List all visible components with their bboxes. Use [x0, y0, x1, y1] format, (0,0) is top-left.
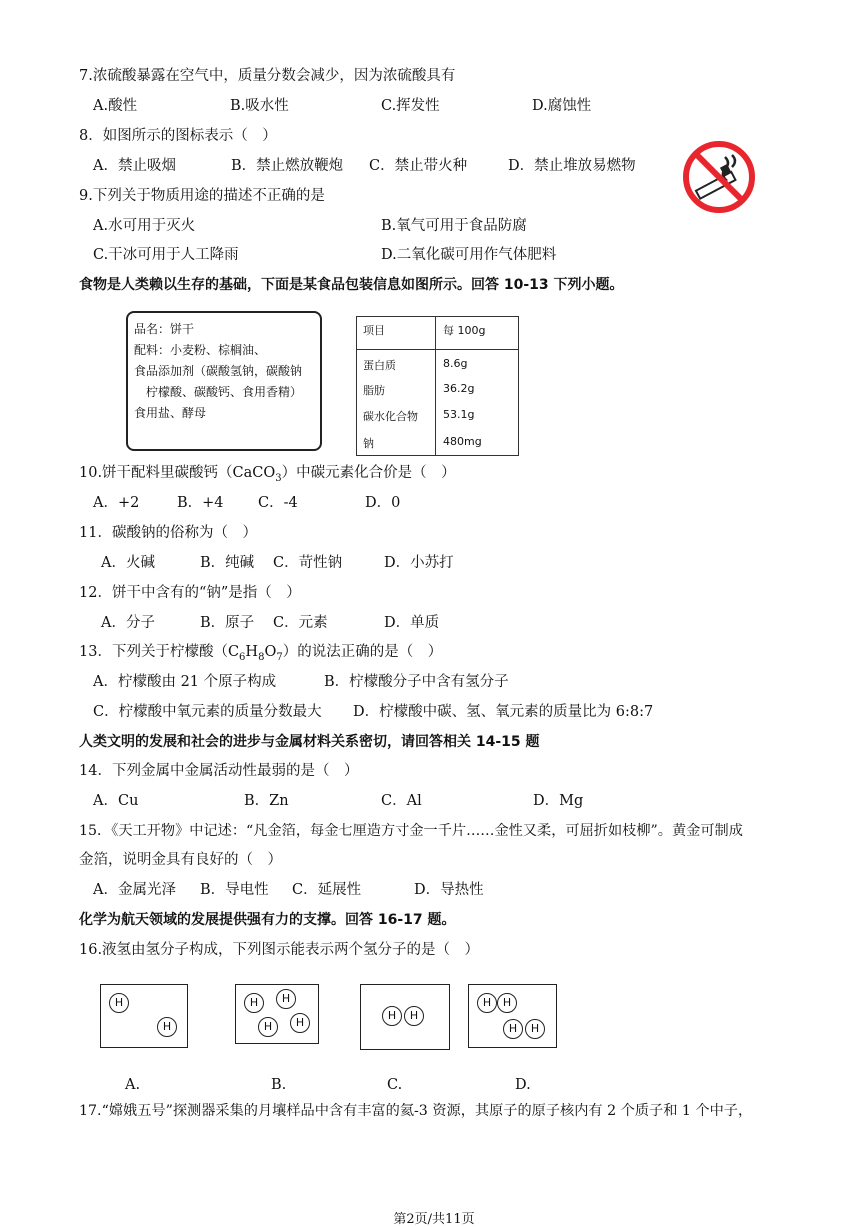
nutrition-header-item: 项目 [363, 324, 385, 337]
q9-option-d: D.二氧化碳可用作气体肥料 [381, 247, 557, 263]
hydrogen-atom: H [276, 989, 296, 1009]
q8-stem: 8．如图所示的图标表示（ ） [79, 128, 277, 144]
q15-option-a: A．金属光泽 [93, 882, 176, 898]
q11-option-d: D．小苏打 [384, 555, 454, 571]
nutrient-value: 8.6g [443, 357, 468, 370]
q14-option-b: B．Zn [244, 793, 289, 809]
q14-stem: 14．下列金属中金属活动性最弱的是（ ） [79, 763, 359, 779]
q17-stem: 17.“嫦娥五号”探测器采集的月壤样品中含有丰富的氦-3 资源，其原子的原子核内有 2 个质子和 1 个中子， [79, 1103, 753, 1119]
food-info-line: 配料：小麦粉、棕榈油、 [134, 343, 267, 357]
hydrogen-atom: H [258, 1017, 278, 1037]
food-package-info [126, 311, 322, 451]
nutrient-name: 碳水化合物 [363, 410, 418, 423]
q9-option-a: A.水可用于灭火 [93, 218, 196, 234]
q9-option-c: C.干冰可用于人工降雨 [93, 247, 239, 263]
q15-option-d: D．导热性 [414, 882, 484, 898]
nutrition-header-amount: 每 100g [443, 324, 486, 337]
molecule-diagram-c [360, 984, 450, 1050]
q15-stem-line2: 金箔，说明金具有良好的（ ） [79, 852, 282, 868]
q14-option-d: D．Mg [533, 793, 584, 809]
q10-option-a: A．+2 [93, 495, 140, 511]
q16-label-d: D. [515, 1077, 531, 1093]
q15-stem-line1: 15．《天工开物》中记述：“凡金箔，每金七厘造方寸金一千片……金性又柔，可屈折如枝柳”。黄金可制成 [79, 823, 743, 839]
q9-stem: 9.下列关于物质用途的描述不正确的是 [79, 188, 325, 204]
q11-option-c: C．苛性钠 [273, 555, 343, 571]
nutrient-value: 36.2g [443, 382, 475, 395]
q9-option-b: B.氧气可用于食品防腐 [381, 218, 527, 234]
food-info-line: 食用盐、酵母 [134, 406, 207, 420]
hydrogen-atom: H [244, 993, 264, 1013]
q7-option-d: D.腐蚀性 [532, 98, 592, 114]
hydrogen-atom: H [382, 1006, 402, 1026]
nutrient-value: 480mg [443, 435, 482, 448]
q11-option-a: A．火碱 [101, 555, 155, 571]
hydrogen-atom: H [109, 993, 129, 1013]
q13-option-a: A．柠檬酸由 21 个原子构成 [93, 674, 277, 690]
hydrogen-atom: H [290, 1013, 310, 1033]
hydrogen-atom: H [157, 1017, 177, 1037]
q13-option-c: C．柠檬酸中氧元素的质量分数最大 [93, 704, 322, 720]
q10-option-b: B．+4 [177, 495, 224, 511]
q14-option-c: C．Al [381, 793, 422, 809]
q13-option-d: D．柠檬酸中碳、氢、氧元素的质量比为 6:8:7 [353, 704, 654, 720]
table-row [357, 382, 518, 406]
nutrition-header-row [357, 322, 518, 346]
nutrient-name: 蛋白质 [363, 359, 396, 372]
food-info-line: 柠檬酸、碳酸钙、食用香精） [134, 385, 303, 399]
food-info-line: 品名：饼干 [134, 322, 195, 336]
q11-stem: 11．碳酸钠的俗称为（ ） [79, 525, 257, 541]
q16-stem: 16.液氢由氢分子构成，下列图示能表示两个氢分子的是（ ） [79, 942, 480, 958]
q10-stem: 10.饼干配料里碳酸钙（CaCO$_3$）中碳元素化合价是（ ） [79, 465, 456, 484]
q13-stem: 13．下列关于柠檬酸$(C_6H_8O_7)$的说法正确的是（ ） [79, 644, 443, 663]
q12-option-a: A．分子 [101, 615, 155, 631]
q13-option-b: B．柠檬酸分子中含有氢分子 [324, 674, 509, 690]
q7-option-a: A.酸性 [93, 98, 138, 114]
nutrient-name: 脂肪 [363, 384, 385, 397]
q7-option-b: B.吸水性 [230, 98, 289, 114]
hydrogen-atom: H [525, 1019, 545, 1039]
section-heading-metals: 人类文明的发展和社会的进步与金属材料关系密切，请回答相关 14-15 题 [79, 734, 540, 750]
no-smoking-sign-icon [681, 139, 757, 215]
table-row [357, 357, 518, 381]
molecule-diagram-d [468, 984, 557, 1048]
nutrient-value: 53.1g [443, 408, 475, 421]
q12-option-b: B．原子 [200, 615, 255, 631]
hydrogen-atom: H [497, 993, 517, 1013]
q8-option-c: C．禁止带火种 [369, 158, 468, 174]
section-heading-aerospace: 化学为航天领域的发展提供强有力的支撑。回答 16-17 题。 [79, 912, 456, 928]
q8-option-b: B．禁止燃放鞭炮 [231, 158, 344, 174]
q11-option-b: B．纯碱 [200, 555, 255, 571]
hydrogen-atom: H [477, 993, 497, 1013]
nutrient-name: 钠 [363, 437, 374, 450]
q16-label-c: C. [387, 1077, 403, 1093]
section-heading-food: 食物是人类赖以生存的基础，下面是某食品包装信息如图所示。回答 10-13 下列小题。 [79, 277, 624, 293]
q12-stem: 12．饼干中含有的“钠”是指（ ） [79, 585, 301, 601]
food-info-line: 食品添加剂（碳酸氢钠，碳酸钠 [134, 364, 303, 378]
q15-option-c: C．延展性 [292, 882, 362, 898]
hydrogen-atom: H [404, 1006, 424, 1026]
page-number: 第2页/共11页 [393, 1212, 475, 1227]
q8-option-d: D．禁止堆放易燃物 [508, 158, 636, 174]
q14-option-a: A．Cu [93, 793, 139, 809]
q10-option-d: D．0 [365, 495, 401, 511]
molecule-diagram-a [100, 984, 188, 1048]
q16-label-a: A. [125, 1077, 141, 1093]
q12-option-c: C．元素 [273, 615, 328, 631]
table-row [357, 408, 518, 432]
molecule-diagram-b [235, 984, 319, 1044]
q7-stem: 7.浓硫酸暴露在空气中，质量分数会减少，因为浓硫酸具有 [79, 68, 456, 84]
q8-option-a: A．禁止吸烟 [93, 158, 176, 174]
q12-option-d: D．单质 [384, 615, 440, 631]
q15-option-b: B．导电性 [200, 882, 269, 898]
q10-option-c: C．-4 [258, 495, 298, 511]
q7-option-c: C.挥发性 [381, 98, 440, 114]
q16-label-b: B. [271, 1077, 287, 1093]
nutrition-table [356, 316, 519, 456]
table-row [357, 435, 518, 459]
hydrogen-atom: H [503, 1019, 523, 1039]
